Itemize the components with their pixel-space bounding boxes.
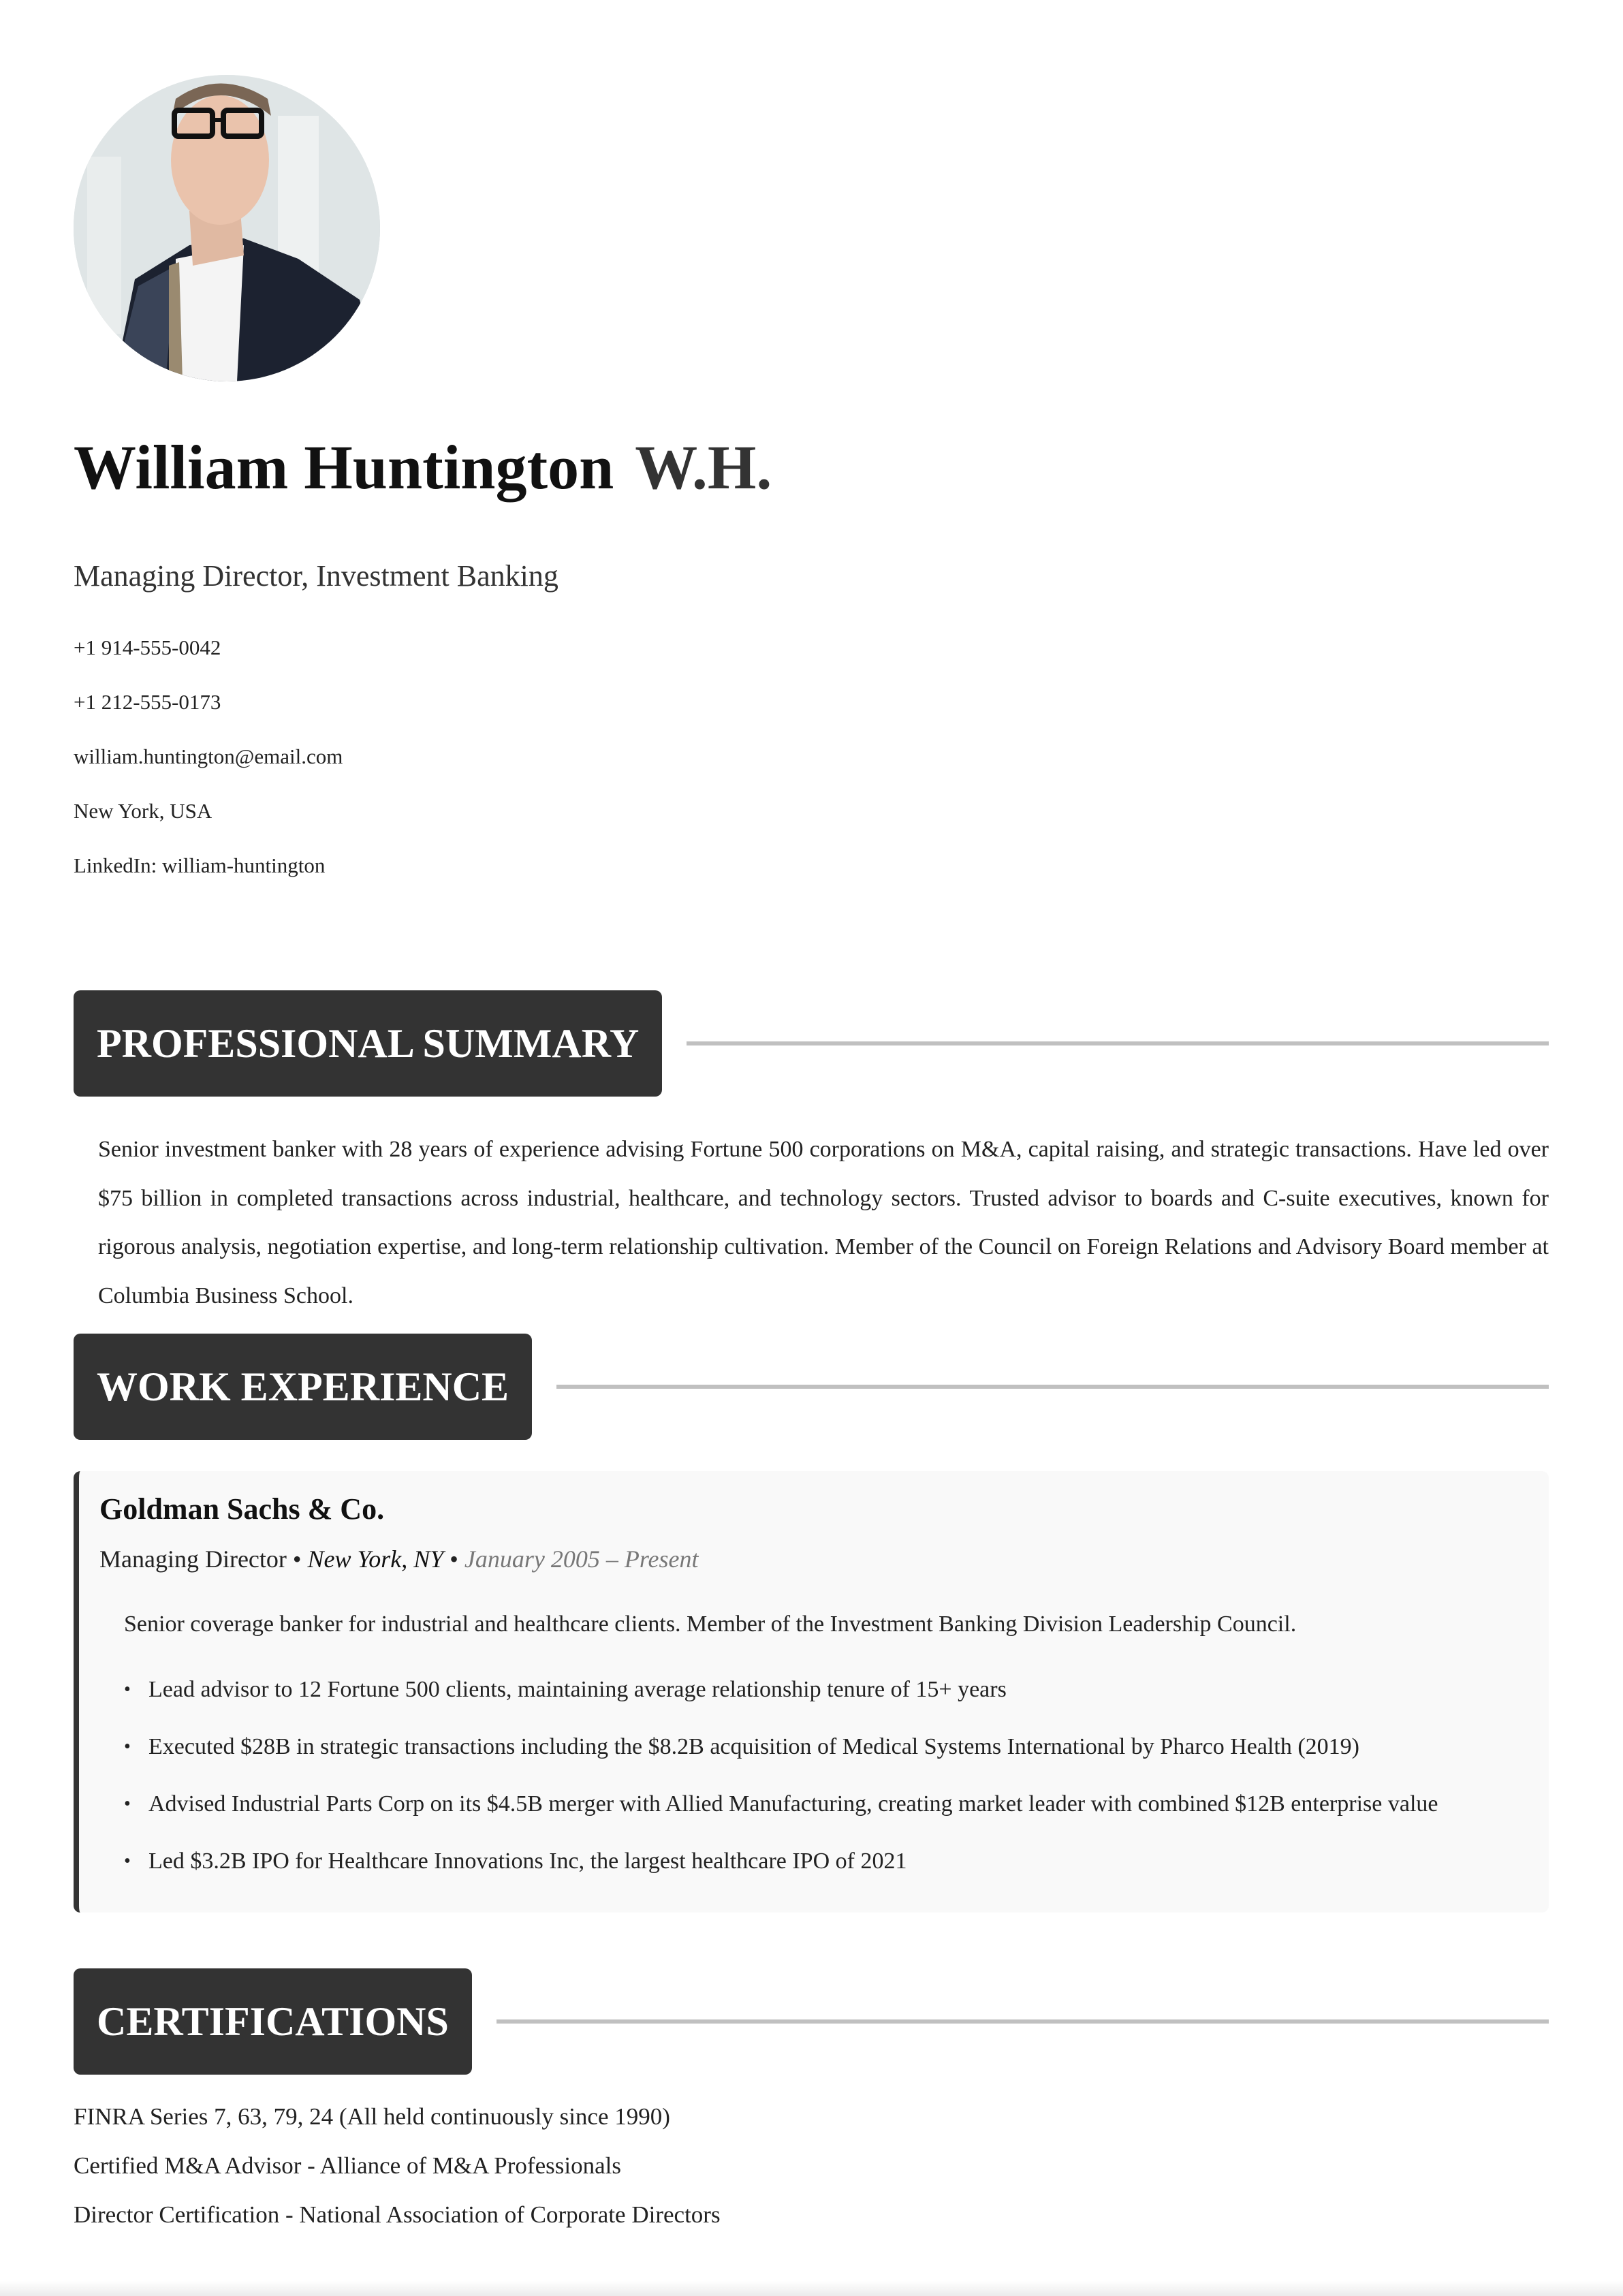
email-link[interactable]: william.huntington@email.com <box>74 744 343 768</box>
section-header-summary <box>74 990 1549 1097</box>
job-dates: January 2005 – Present <box>464 1545 699 1573</box>
achievement-item <box>124 1790 1438 1847</box>
achievement-item <box>124 1676 1438 1733</box>
linkedin-link[interactable]: LinkedIn: william-huntington <box>74 853 326 877</box>
section-divider <box>556 1385 1549 1389</box>
bullet-icon: • <box>124 1793 131 1814</box>
certification-item: Director Certification - National Association of Corporate Directors <box>74 2201 721 2228</box>
phone-secondary[interactable]: +1 212-555-0173 <box>74 690 221 714</box>
contact-info <box>74 633 343 906</box>
job-location: New York, NY <box>307 1545 444 1573</box>
job-role: Managing Director <box>99 1545 287 1573</box>
company-name: Goldman Sachs & Co. <box>99 1492 385 1526</box>
section-divider <box>497 2019 1549 2024</box>
section-divider <box>687 1041 1549 1045</box>
full-name: William Huntington <box>74 433 614 502</box>
achievement-text: Executed $28B in strategic transactions including the $8.2B acquisition of Medical Systems International by Pharco Health (2019) <box>148 1734 1359 1759</box>
section-header-work <box>74 1334 1549 1440</box>
meta-separator: • <box>292 1545 302 1573</box>
bullet-icon: • <box>124 1679 131 1700</box>
achievement-text: Advised Industrial Parts Corp on its $4.5B merger with Allied Manufacturing, creating market leader with combined $12B enterprise value <box>148 1791 1438 1817</box>
achievement-item <box>124 1733 1438 1790</box>
job-title: Managing Director, Investment Banking <box>74 559 558 593</box>
phone-primary[interactable]: +1 914-555-0042 <box>74 635 221 659</box>
job-description: Senior coverage banker for industrial and healthcare clients. Member of the Investment Banking Division Leadership Council. <box>124 1611 1297 1637</box>
location: New York, USA <box>74 799 212 823</box>
certification-item: Certified M&A Advisor - Alliance of M&A Professionals <box>74 2152 621 2179</box>
section-heading: CERTIFICATIONS <box>74 1968 472 2075</box>
section-heading: WORK EXPERIENCE <box>74 1334 532 1440</box>
bullet-icon: • <box>124 1851 131 1872</box>
job-achievements <box>124 1676 1438 1904</box>
page-bottom-shadow <box>0 2281 1623 2296</box>
certification-item: FINRA Series 7, 63, 79, 24 (All held continuously since 1990) <box>74 2103 670 2130</box>
profile-photo-icon <box>74 75 380 381</box>
achievement-text: Led $3.2B IPO for Healthcare Innovations Inc, the largest healthcare IPO of 2021 <box>148 1849 907 1874</box>
bullet-icon: • <box>124 1736 131 1757</box>
achievement-item <box>124 1847 1438 1904</box>
certifications-list <box>74 2102 721 2249</box>
summary-text: Senior investment banker with 28 years of experience advising Fortune 500 corporations on M&A, capital raising, and strategic transactions. Have led over $75 billion in completed transactions across industrial, healthcare, and technology sectors. Trusted advisor to boards and C-suite executives, known for rigorous analysis, negotiation expertise, and long-term relationship cultivation. Member of the Council on Foreign Relations and Advisory Board member at Columbia Business School. <box>98 1137 1549 1308</box>
candidate-name <box>74 433 772 502</box>
avatar <box>74 75 380 381</box>
job-entry <box>74 1471 1549 1913</box>
achievement-text: Lead advisor to 12 Fortune 500 clients, maintaining average relationship tenure of 15+ years <box>148 1677 1007 1702</box>
section-heading: PROFESSIONAL SUMMARY <box>74 990 662 1097</box>
section-header-certifications <box>74 1968 1549 2075</box>
job-meta <box>99 1545 698 1573</box>
name-initials: W.H. <box>635 433 772 502</box>
meta-separator: • <box>450 1545 458 1573</box>
